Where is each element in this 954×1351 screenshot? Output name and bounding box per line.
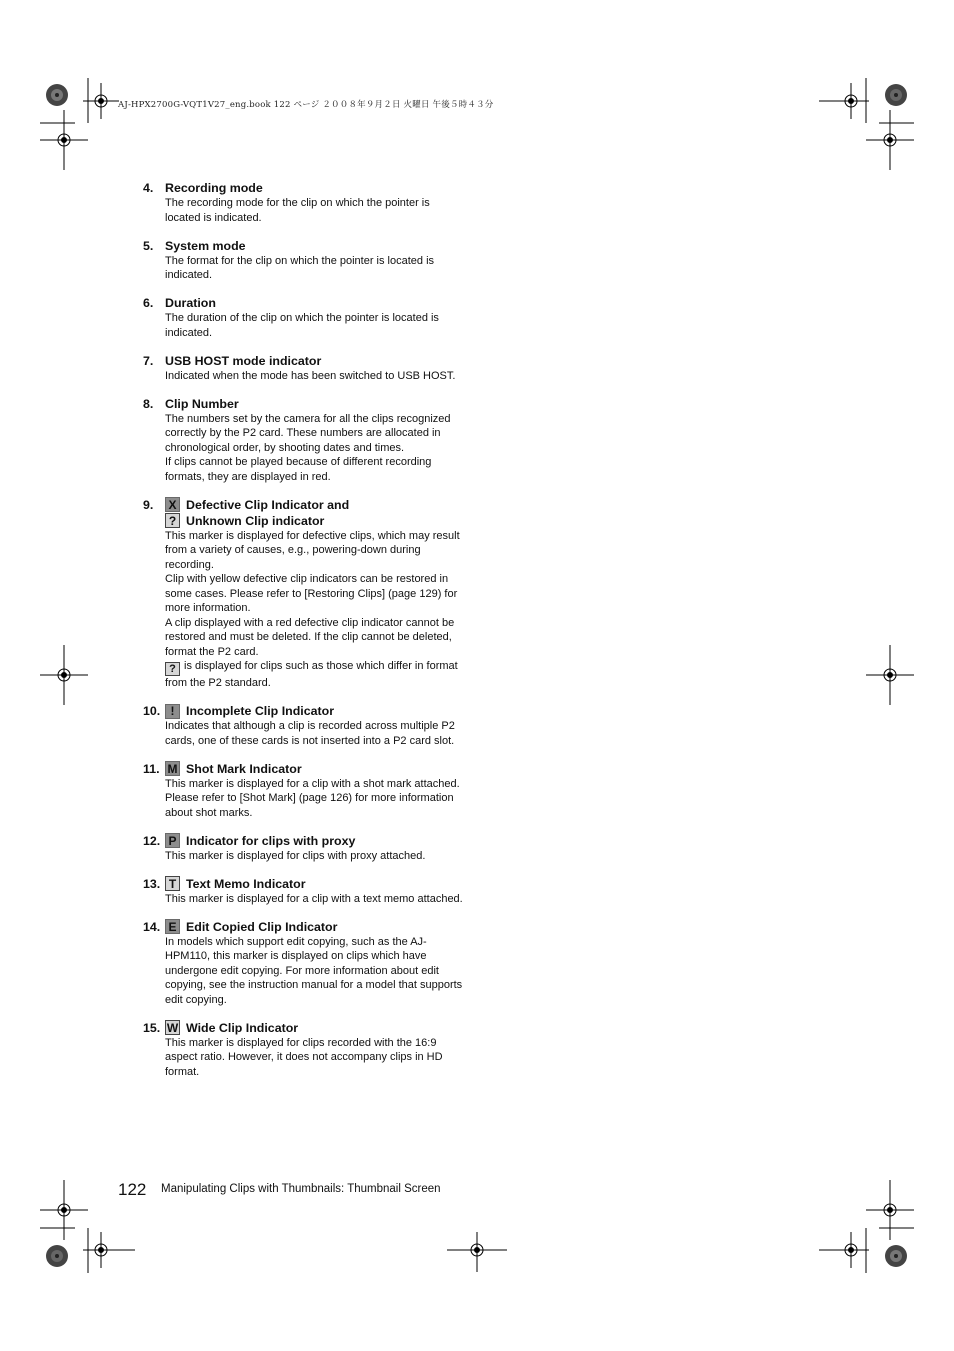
list-item-shot-mark	[143, 761, 463, 821]
list-item-proxy	[143, 833, 463, 864]
item-body: A clip displayed with a red defective clip indicator cannot be restored and must be deleted. If the clip cannot be deleted, format the P2 card.	[165, 616, 455, 658]
item-number: 10.	[143, 704, 161, 719]
wide-clip-icon: W	[166, 1020, 179, 1035]
item-body: If clips cannot be played because of different recording formats, they are displayed in red.	[165, 456, 432, 483]
item-title: Text Memo Indicator	[186, 876, 306, 891]
item-number: 12.	[143, 833, 161, 848]
unknown-clip-icon: ?	[165, 662, 180, 676]
list-item-edit-copied	[143, 919, 463, 1008]
item-title: Indicator for clips with proxy	[186, 833, 356, 848]
incomplete-clip-icon: !	[165, 704, 180, 719]
item-title: Edit Copied Clip Indicator	[186, 919, 338, 934]
list-item-system-mode	[143, 238, 463, 283]
item-title: System mode	[165, 238, 246, 253]
item-title: Shot Mark Indicator	[186, 761, 302, 776]
item-body: The format for the clip on which the pointer is located is indicated.	[165, 254, 435, 281]
edit-copied-icon: E	[165, 919, 180, 934]
list-item-defective-clip	[143, 497, 463, 691]
item-body: The numbers set by the camera for all the clips recognized correctly by the P2 card. These numbers are allocated in chronological order, by shooting dates and times.	[165, 412, 451, 454]
item-number: 7.	[143, 353, 154, 368]
item-number: 9.	[143, 497, 154, 512]
item-title: Defective Clip Indicator and	[186, 497, 350, 512]
page-number: 122	[118, 1180, 147, 1199]
defective-clip-icon: X	[165, 497, 180, 512]
item-title: Duration	[165, 296, 216, 310]
list-item-text-memo	[143, 876, 463, 907]
item-number: 13.	[143, 876, 161, 891]
item-title: Clip Number	[165, 396, 239, 411]
item-body: This marker is displayed for defective clips, which may result from a variety of causes, e.g., powering-down during recording.	[165, 529, 460, 571]
item-number: 15.	[143, 1020, 161, 1035]
item-number: 6.	[143, 296, 154, 310]
item-title: Unknown Clip indicator	[186, 513, 325, 528]
footer-section-title: Manipulating Clips with Thumbnails: Thumbnail Screen	[161, 1183, 441, 1195]
item-body: Indicates that although a clip is recorded across multiple P2 cards, one of these cards is not inserted into a P2 card slot.	[165, 720, 455, 747]
item-body: Indicated when the mode has been switched to USB HOST.	[165, 369, 456, 382]
list-item-clip-number	[143, 396, 463, 485]
item-number: 11.	[143, 761, 160, 776]
item-number: 14.	[143, 919, 161, 934]
item-body: This marker is displayed for a clip with a shot mark attached. Please refer to [Shot Mark] (page 126) for more information about shot marks.	[165, 777, 460, 819]
item-title: Recording mode	[165, 181, 263, 195]
item-body: In models which support edit copying, such as the AJ-HPM110, this marker is displayed on clips which have undergone edit copying. For more information about edit copying, see the instruction manual for a model that supports edit copying.	[165, 935, 463, 1006]
item-number: 4.	[143, 181, 154, 195]
item-title: USB HOST mode indicator	[165, 353, 322, 368]
shot-mark-icon: M	[165, 761, 180, 776]
list-item-usb-host	[143, 353, 463, 384]
item-body: This marker is displayed for clips recorded with the 16:9 aspect ratio. However, it does not accompany clips in HD format.	[165, 1036, 443, 1078]
item-body: This marker is displayed for clips with proxy attached.	[165, 849, 426, 862]
list-item-wide-clip	[143, 1020, 463, 1080]
unknown-clip-icon: ?	[165, 513, 180, 528]
item-body: This marker is displayed for a clip with a text memo attached.	[165, 892, 463, 905]
text-memo-icon: T	[165, 876, 180, 891]
item-title: Wide Clip Indicator	[186, 1020, 299, 1035]
item-title: Incomplete Clip Indicator	[186, 704, 335, 719]
item-number: 5.	[143, 238, 154, 253]
indicator-list	[143, 180, 463, 1092]
print-header: AJ-HPX2700G-VQT1V27_eng.book 122 ページ ２００８年９月２日 火曜日 午後５時４３分	[118, 100, 494, 110]
list-item-duration	[143, 295, 463, 340]
item-body: The duration of the clip on which the pointer is located is indicated.	[165, 312, 439, 339]
item-body-icon-note: ? is displayed for clips such as those which differ in format from the P2 standard.	[165, 660, 458, 690]
list-item-incomplete-clip	[143, 703, 463, 748]
item-body: Clip with yellow defective clip indicators can be restored in some cases. Please refer to [Restoring Clips] (page 129) for more information.	[165, 573, 458, 614]
item-number: 8.	[143, 396, 154, 411]
list-item-recording-mode	[143, 180, 463, 225]
item-body: The recording mode for the clip on which the pointer is located is indicated.	[165, 197, 430, 224]
proxy-icon: P	[165, 833, 180, 848]
